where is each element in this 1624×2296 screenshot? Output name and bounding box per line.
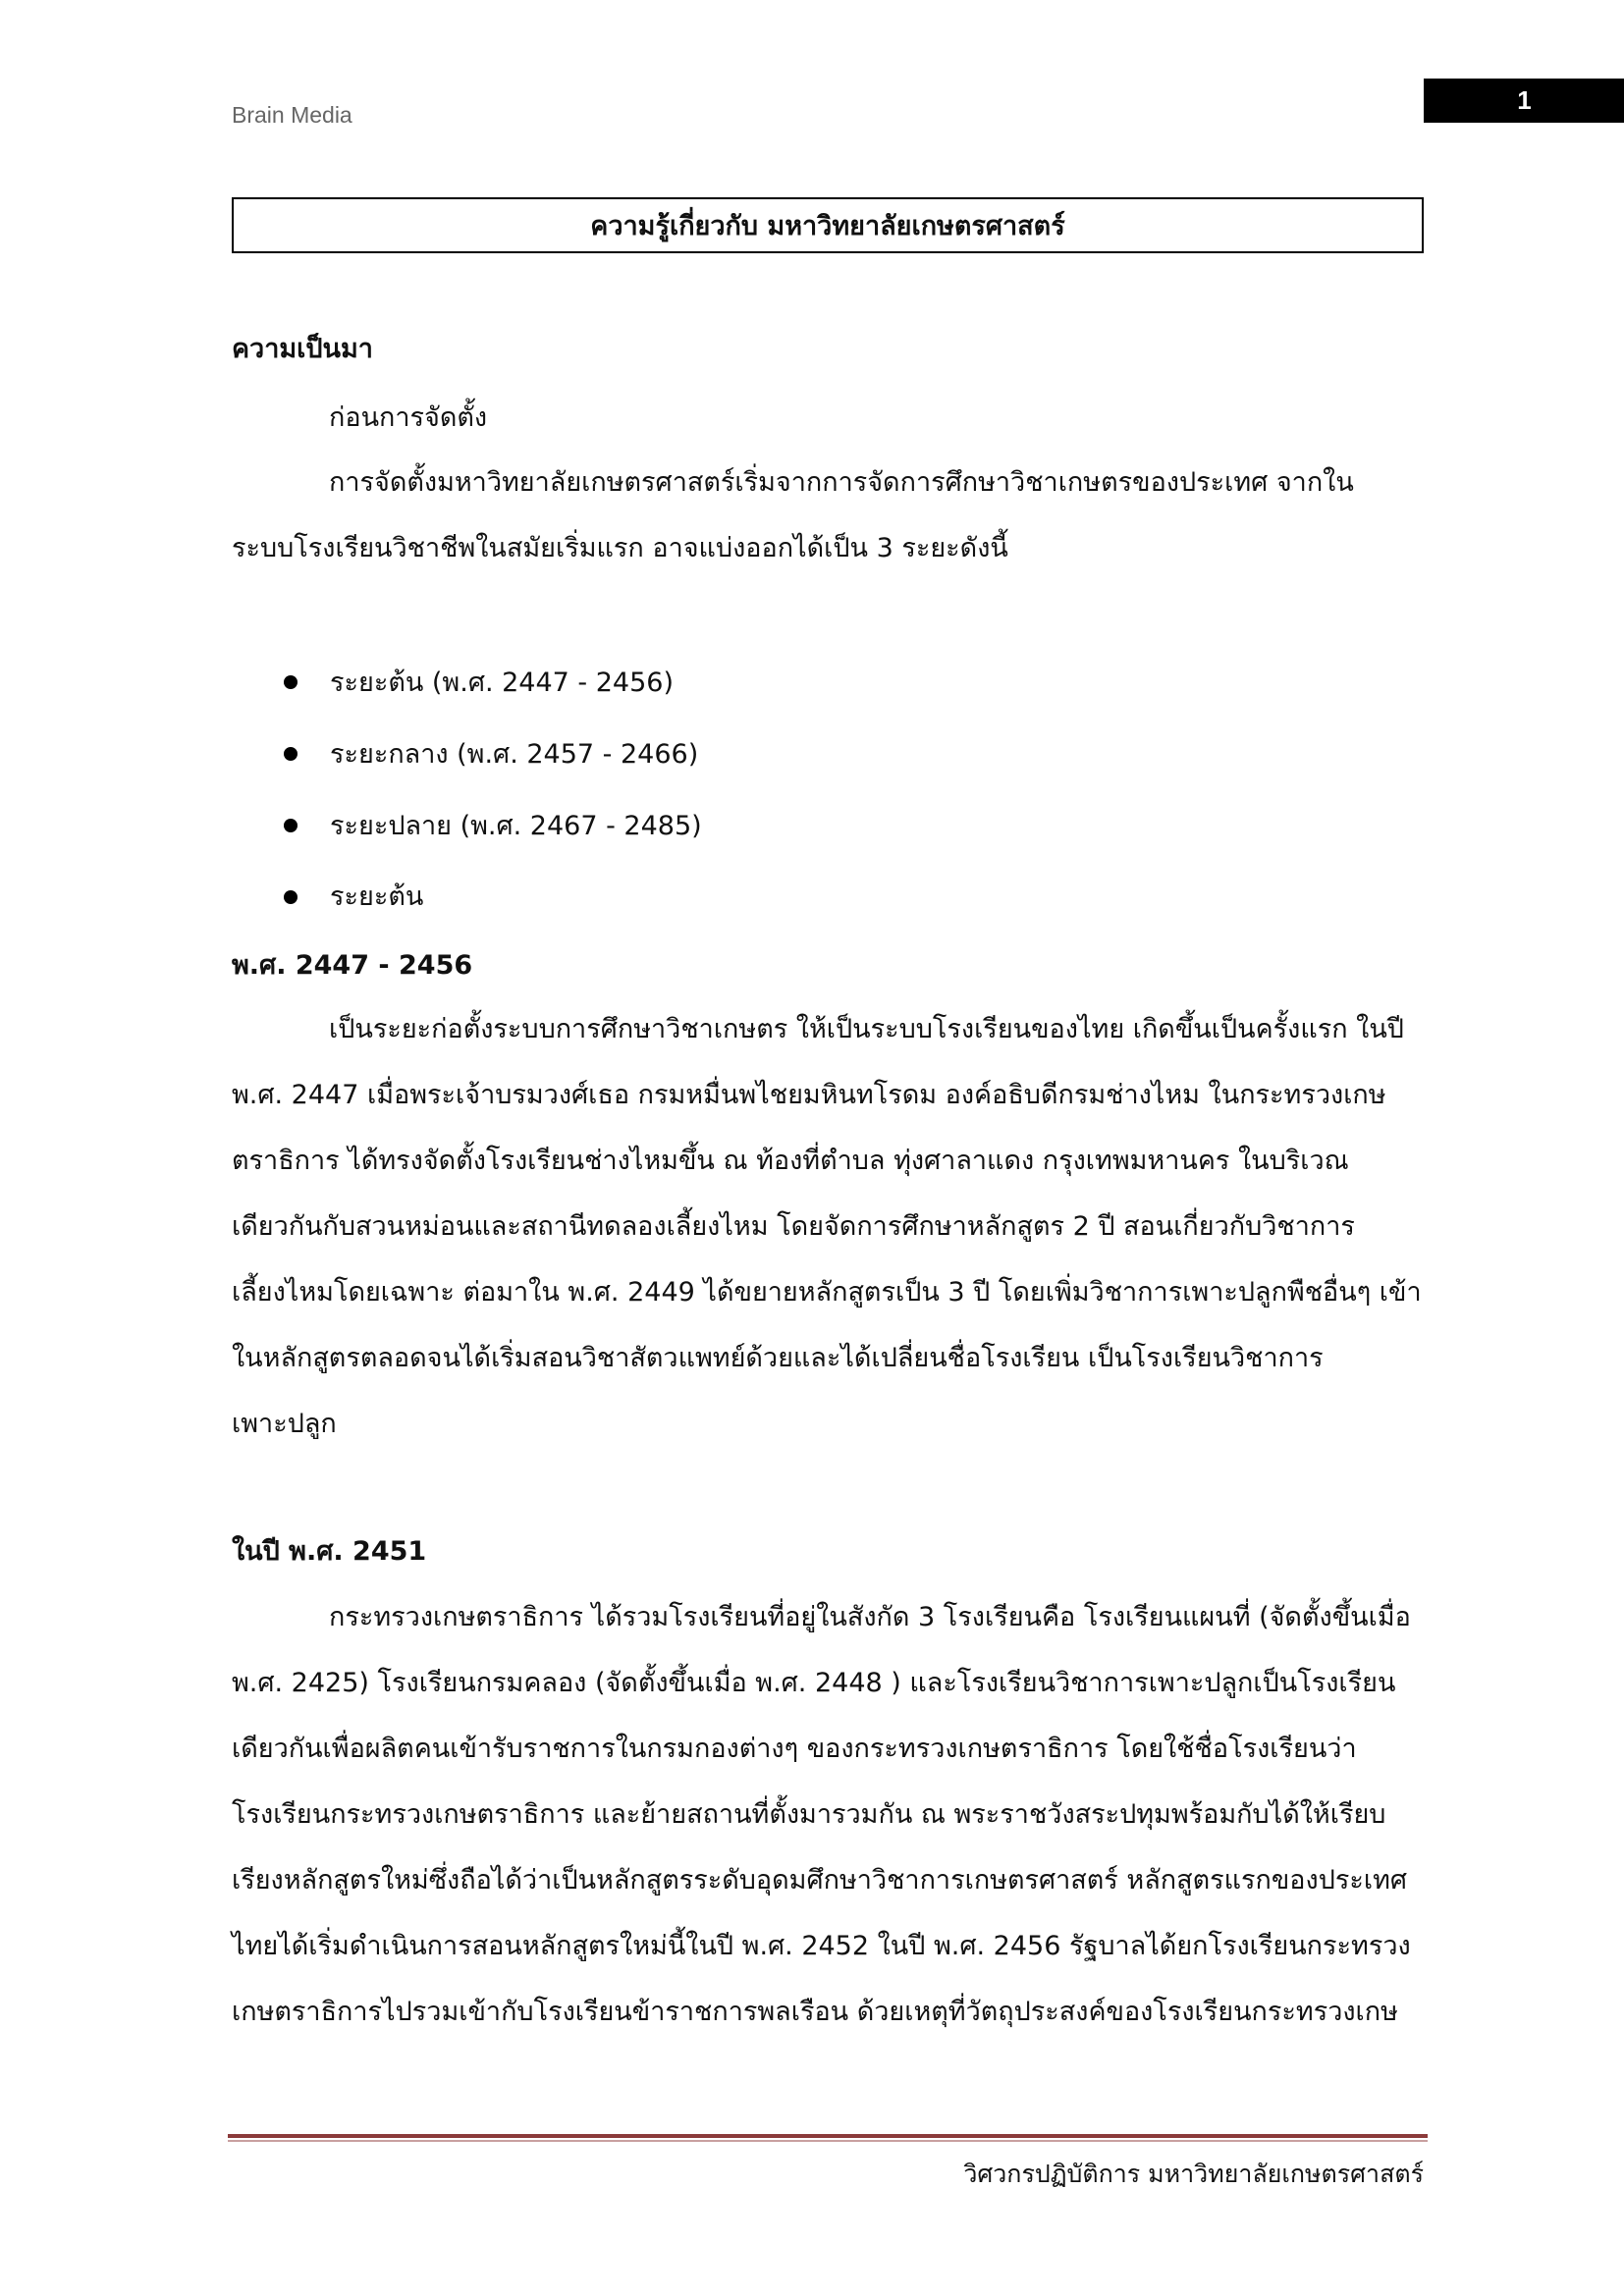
paragraph-line: ในหลักสูตรตลอดจนได้เริ่มสอนวิชาสัตวแพทย์ด้วยและได้เปลี่ยนชื่อโรงเรียน เป็นโรงเรียนวิชาการ (232, 1343, 1324, 1373)
list-item-label: ระยะต้น (330, 881, 424, 912)
paragraph-line: พ.ศ. 2447 เมื่อพระเจ้าบรมวงศ์เธอ กรมหมื่นพไชยมหินทโรดม องค์อธิบดีกรมช่างไหม ในกระทรวงเกษ (232, 1080, 1386, 1110)
paragraph-line: ระบบโรงเรียนวิชาชีพในสมัยเริ่มแรก อาจแบ่งออกได้เป็น 3 ระยะดังนี้ (232, 533, 1008, 563)
list-item-label: ระยะต้น (พ.ศ. 2447 - 2456) (330, 667, 674, 698)
paragraph-line: เรียงหลักสูตรใหม่ซึ่งถือได้ว่าเป็นหลักสูตรระดับอุดมศึกษาวิชาการเกษตรศาสตร์ หลักสูตรแรกของประเทศ (232, 1865, 1408, 1896)
page-number: 1 (1424, 79, 1624, 123)
bullet-icon (284, 675, 298, 689)
paragraph-line: ไทยได้เริ่มดำเนินการสอนหลักสูตรใหม่นี้ในปี พ.ศ. 2452 ในปี พ.ศ. 2456 รัฐบาลได้ยกโรงเรียนกระทรวง (232, 1931, 1411, 1961)
bullet-icon (284, 747, 298, 761)
list-item-label: ระยะกลาง (พ.ศ. 2457 - 2466) (330, 739, 699, 770)
footer-text: วิศวกรปฏิบัติการ มหาวิทยาลัยเกษตรศาสตร์ (963, 2160, 1424, 2188)
list-item-label: ระยะปลาย (พ.ศ. 2467 - 2485) (330, 811, 702, 841)
paragraph-line: เดียวกันเพื่อผลิตคนเข้ารับราชการในกรมกองต่างๆ ของกระทรวงเกษตราธิการ โดยใช้ชื่อโรงเรียนว่า (232, 1734, 1357, 1764)
paragraph-line: เป็นระยะก่อตั้งระบบการศึกษาวิชาเกษตร ให้เป็นระบบโรงเรียนของไทย เกิดขึ้นเป็นครั้งแรก ในปี (329, 1014, 1404, 1044)
header-brand: Brain Media (232, 102, 352, 128)
section-heading-history: ความเป็นมา (232, 334, 373, 364)
paragraph-line: การจัดตั้งมหาวิทยาลัยเกษตรศาสตร์เริ่มจากการจัดการศึกษาวิชาเกษตรของประเทศ จากใน (329, 467, 1354, 498)
bullet-icon (284, 819, 298, 832)
footer-divider-thin (228, 2140, 1428, 2142)
paragraph-line: เกษตราธิการไปรวมเข้ากับโรงเรียนข้าราชการพลเรือน ด้วยเหตุที่วัตถุประสงค์ของโรงเรียนกระทรวงเกษ (232, 1997, 1398, 2027)
section-heading-early-period: พ.ศ. 2447 - 2456 (232, 950, 473, 981)
bullet-icon (284, 890, 298, 904)
footer-divider (228, 2134, 1428, 2138)
paragraph-line: เพาะปลูก (232, 1409, 337, 1439)
paragraph-line: ตราธิการ ได้ทรงจัดตั้งโรงเรียนช่างไหมขึ้น ณ ท้องที่ตำบล ทุ่งศาลาแดง กรุงเทพมหานคร ในบริเวณ (232, 1146, 1349, 1176)
document-title: ความรู้เกี่ยวกับ มหาวิทยาลัยเกษตรศาสตร์ (232, 197, 1424, 253)
paragraph-line: โรงเรียนกระทรวงเกษตราธิการ และย้ายสถานที่ตั้งมารวมกัน ณ พระราชวังสระปทุมพร้อมกับได้ให้เรียบ (232, 1799, 1386, 1830)
paragraph-line: เดียวกันกับสวนหม่อนและสถานีทดลองเลี้ยงไหม โดยจัดการศึกษาหลักสูตร 2 ปี สอนเกี่ยวกับวิชาการ (232, 1211, 1355, 1242)
paragraph-line: พ.ศ. 2425) โรงเรียนกรมคลอง (จัดตั้งขึ้นเมื่อ พ.ศ. 2448 ) และโรงเรียนวิชาการเพาะปลูกเป็นโรงเรียน (232, 1668, 1396, 1698)
paragraph-line: กระทรวงเกษตราธิการ ได้รวมโรงเรียนที่อยู่ในสังกัด 3 โรงเรียนคือ โรงเรียนแผนที่ (จัดตั้งขึ้นเมื่อ (329, 1602, 1411, 1632)
paragraph-line: เลี้ยงไหมโดยเฉพาะ ต่อมาใน พ.ศ. 2449 ได้ขยายหลักสูตรเป็น 3 ปี โดยเพิ่มวิชาการเพาะปลูกพืชอื่นๆ เข้า (232, 1277, 1422, 1308)
section-heading-2451: ในปี พ.ศ. 2451 (232, 1536, 427, 1567)
subheading-before-establishment: ก่อนการจัดตั้ง (329, 402, 488, 433)
